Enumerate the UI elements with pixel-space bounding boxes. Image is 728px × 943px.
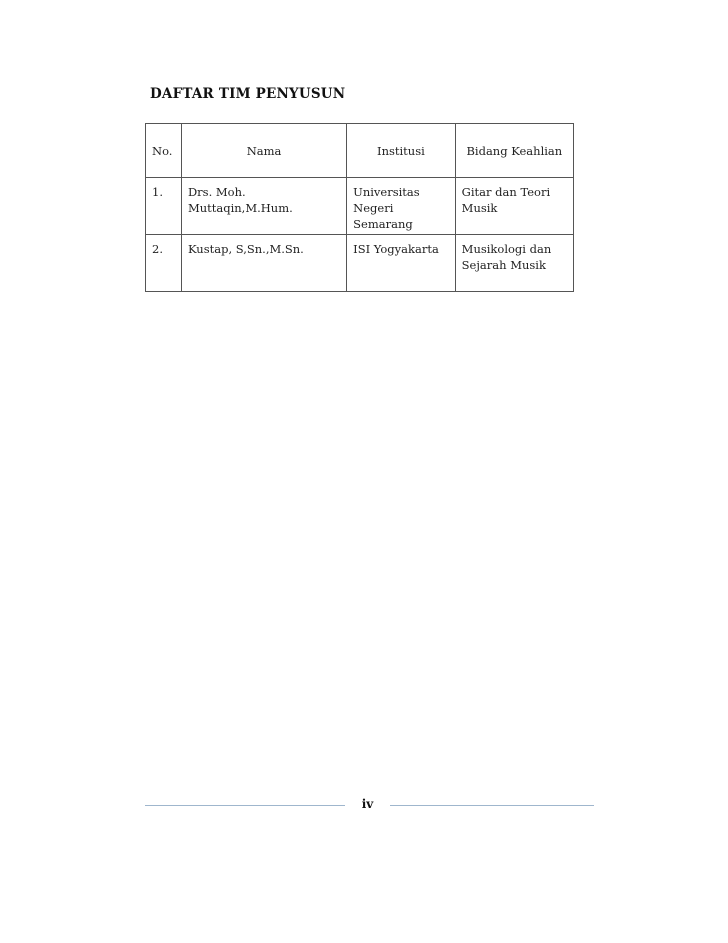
header-institusi: Institusi — [347, 124, 456, 178]
bidang-line: Musik — [461, 201, 498, 215]
bidang-line: Gitar dan Teori — [461, 185, 551, 199]
cell-nama: Kustap, S,Sn.,M.Sn. — [181, 235, 346, 292]
header-row — [146, 124, 574, 178]
bidang-line: Sejarah Musik — [461, 258, 546, 272]
bidang-line: Musikologi dan — [461, 242, 552, 256]
team-table — [145, 123, 574, 292]
cell-institusi — [347, 178, 456, 235]
institusi-line: Universitas — [353, 185, 420, 199]
table-header — [146, 124, 574, 178]
institusi-line: ISI Yogyakarta — [353, 242, 439, 256]
cell-bidang-keahlian — [455, 178, 573, 235]
header-bidang-keahlian: Bidang Keahlian — [455, 124, 573, 178]
table-body — [146, 178, 574, 292]
table-row — [146, 235, 574, 292]
cell-no: 1. — [146, 178, 182, 235]
cell-bidang-keahlian — [455, 235, 573, 292]
institusi-line: Negeri Semarang — [353, 201, 413, 231]
page-number: iv — [361, 797, 374, 811]
page-title: DAFTAR TIM PENYUSUN — [150, 86, 346, 102]
page-footer — [145, 795, 594, 815]
header-nama: Nama — [181, 124, 346, 178]
footer-rule-right — [390, 805, 594, 806]
cell-institusi — [347, 235, 456, 292]
header-no: No. — [146, 124, 182, 178]
footer-rule-left — [145, 805, 345, 806]
table-row — [146, 178, 574, 235]
cell-nama: Drs. Moh. Muttaqin,M.Hum. — [181, 178, 346, 235]
cell-no: 2. — [146, 235, 182, 292]
